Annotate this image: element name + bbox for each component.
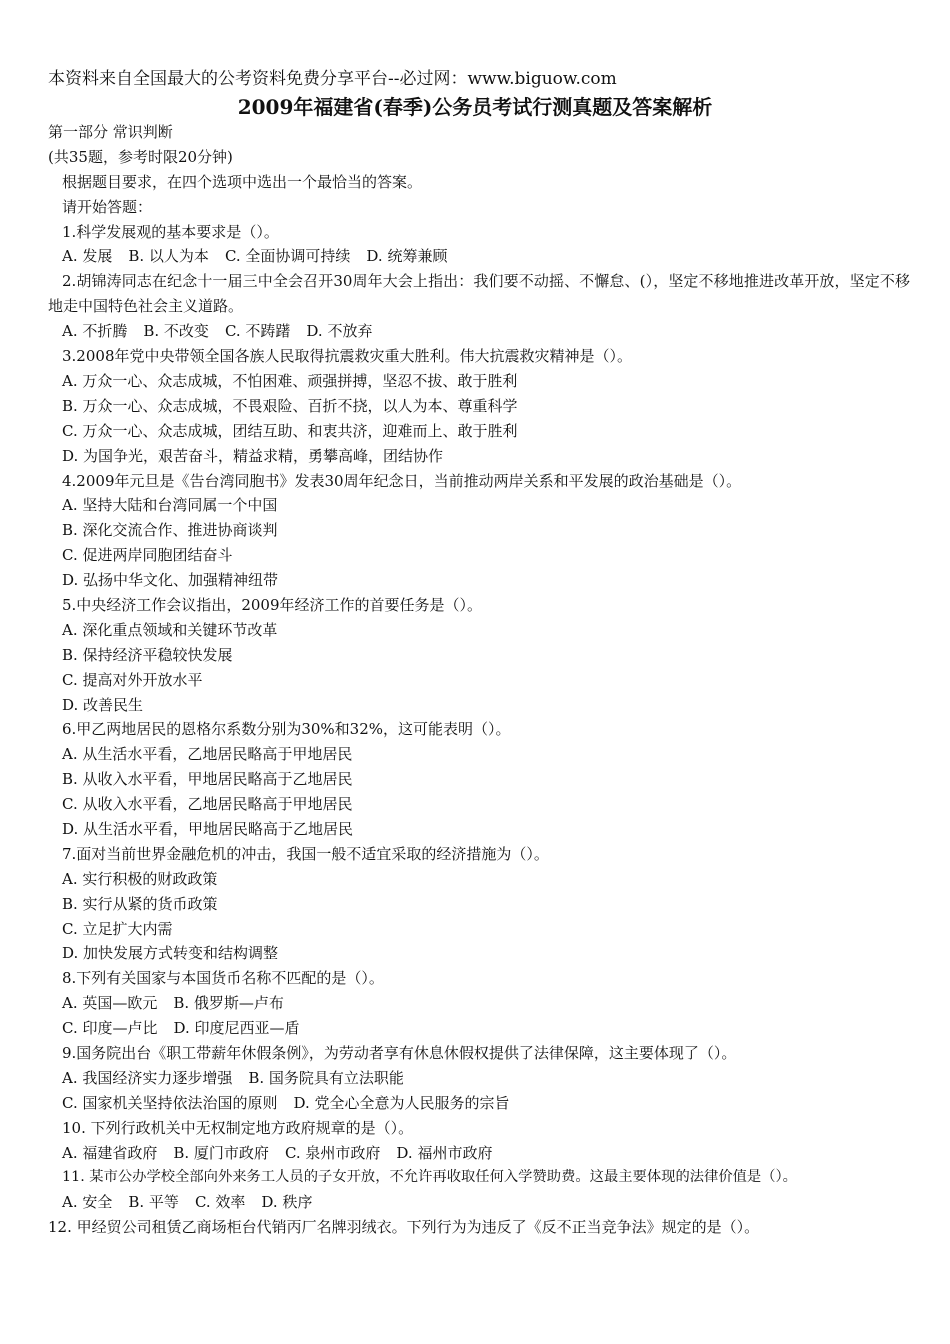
question-stem: 8.下列有关国家与本国货币名称不匹配的是（）。 [62, 969, 384, 988]
page-title: 2009年福建省(春季)公务员考试行测真题及答案解析 [237, 95, 713, 119]
option: B. 实行从紧的货币政策 [62, 894, 218, 913]
question-stem: 5.中央经济工作会议指出，2009年经济工作的首要任务是（）。 [62, 595, 482, 614]
option: D. 弘扬中华文化、加强精神纽带 [62, 571, 279, 590]
option: A. 坚持大陆和台湾同属一个中国 [62, 496, 278, 515]
option: A. 福建省政府 [62, 1143, 158, 1162]
option-row [48, 1066, 910, 1091]
option: C. 效率 [194, 1193, 246, 1212]
option: B. 不改变 [143, 322, 209, 341]
option: C. 从收入水平看，乙地居民略高于甲地居民 [62, 795, 353, 814]
option: C. 提高对外开放水平 [62, 670, 203, 689]
option: B. 从收入水平看，甲地居民略高于乙地居民 [62, 770, 353, 789]
source-note: 本资料来自全国最大的公考资料免费分享平台--必过网：www.biguow.com [48, 69, 617, 89]
option: B. 厦门市政府 [173, 1143, 269, 1162]
option-row [48, 1190, 910, 1215]
option: D. 加快发展方式转变和结构调整 [62, 944, 279, 963]
option: D. 改善民生 [62, 695, 144, 714]
option-row [48, 1016, 910, 1041]
option: B. 深化交流合作、推进协商谈判 [62, 521, 278, 540]
option: D. 印度尼西亚—盾 [173, 1019, 300, 1038]
question-stem: 11. 某市公办学校全部向外来务工人员的子女开放，不允许再收取任何入学赞助费。这最主要体现的法律价值是（）。 [62, 1169, 797, 1186]
option: D. 福州市政府 [396, 1143, 493, 1162]
option: A. 英国—欧元 [62, 994, 158, 1013]
option: B. 国务院具有立法职能 [248, 1068, 404, 1087]
question-stem: 6.甲乙两地居民的恩格尔系数分别为30%和32%，这可能表明（）。 [62, 720, 511, 739]
option: A. 从生活水平看，乙地居民略高于甲地居民 [62, 745, 353, 764]
question-stem: 10. 下列行政机关中无权制定地方政府规章的是（）。 [62, 1118, 414, 1137]
part-heading: 第一部分 常识判断 [48, 123, 173, 141]
option: B. 俄罗斯—卢布 [173, 994, 284, 1013]
option: C. 泉州市政府 [284, 1143, 381, 1162]
option-row [48, 319, 910, 344]
question-stem: 1.科学发展观的基本要求是（）。 [62, 222, 279, 241]
option: A. 我国经济实力逐步增强 [62, 1068, 233, 1087]
option: A. 发展 [62, 247, 113, 266]
option: A. 深化重点领域和关键环节改革 [62, 620, 278, 639]
option: A. 不折腾 [62, 322, 128, 341]
instruction-text: 根据题目要求，在四个选项中选出一个最恰当的答案。 [62, 172, 423, 191]
option-row [48, 1141, 910, 1166]
option: C. 促进两岸同胞团结奋斗 [62, 546, 233, 565]
question-stem: 3.2008年党中央带领全国各族人民取得抗震救灾重大胜利。伟大抗震救灾精神是（）。 [62, 347, 632, 366]
part-scope: (共35题，参考时限20分钟) [48, 147, 233, 166]
option-row [48, 1091, 910, 1116]
option: C. 不踌躇 [224, 322, 291, 341]
option: A. 实行积极的财政政策 [62, 869, 218, 888]
option: D. 秩序 [261, 1193, 313, 1212]
start-prompt: 请开始答题： [62, 197, 153, 216]
option-row [48, 991, 910, 1016]
document-body [48, 120, 910, 1240]
option: B. 以人为本 [128, 247, 209, 266]
option: A. 安全 [62, 1193, 113, 1212]
option: A. 万众一心、众志成城，不怕困难、顽强拼搏，坚忍不拔、敢于胜利 [62, 371, 518, 390]
option: C. 全面协调可持续 [224, 247, 351, 266]
question-stem: 2.胡锦涛同志在纪念十一届三中全会召开30周年大会上指出：我们要不动摇、不懈怠、(），坚定不移地推进改革开放，坚定不移地走中国特色社会主义道路。 [48, 272, 910, 316]
question-stem: 12. 甲经贸公司租赁乙商场柜台代销丙厂名牌羽绒衣。下列行为为违反了《反不正当竞争法》规定的是（）。 [48, 1218, 760, 1237]
question-stem: 4.2009年元旦是《告台湾同胞书》发表30周年纪念日，当前推动两岸关系和平发展的政治基础是（）。 [62, 471, 742, 490]
option: C. 国家机关坚持依法治国的原则 [62, 1093, 278, 1112]
option: D. 为国争光，艰苦奋斗，精益求精，勇攀高峰，团结协作 [62, 446, 444, 465]
option: D. 统筹兼顾 [366, 247, 448, 266]
option: B. 平等 [128, 1193, 179, 1212]
option: C. 立足扩大内需 [62, 919, 173, 938]
option-row [48, 244, 910, 269]
option: B. 万众一心、众志成城，不畏艰险、百折不挠，以人为本、尊重科学 [62, 396, 518, 415]
option: B. 保持经济平稳较快发展 [62, 645, 233, 664]
question-stem: 7.面对当前世界金融危机的冲击，我国一般不适宜采取的经济措施为（）。 [62, 844, 549, 863]
option: C. 万众一心、众志成城，团结互助、和衷共济，迎难而上、敢于胜利 [62, 421, 518, 440]
option: D. 从生活水平看，甲地居民略高于乙地居民 [62, 819, 354, 838]
option: D. 党全心全意为人民服务的宗旨 [293, 1093, 510, 1112]
option: C. 印度—卢比 [62, 1019, 158, 1038]
question-stem: 9.国务院出台《职工带薪年休假条例》，为劳动者享有休息休假权提供了法律保障，这主要体现了（）。 [62, 1043, 737, 1062]
option: D. 不放弃 [306, 322, 373, 341]
